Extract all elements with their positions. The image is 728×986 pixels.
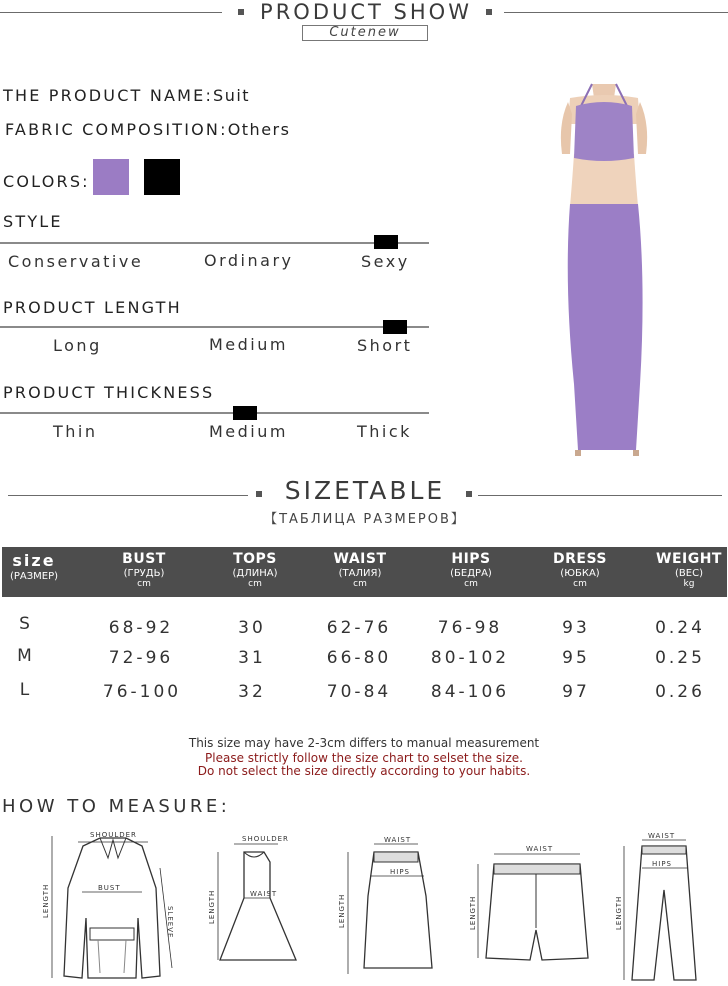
page-title: PRODUCT SHOW — [260, 0, 472, 24]
row-s-dress: 93 — [562, 618, 590, 638]
fabric-row — [5, 120, 290, 139]
row-m-waist: 66-80 — [326, 648, 392, 668]
col-bust-ru: (ГРУДЬ) — [123, 568, 165, 579]
shorts-waist-label: WAIST — [526, 845, 554, 853]
pants-hips-label: HIPS — [652, 860, 672, 868]
col-hips-unit: cm — [464, 579, 478, 589]
warning-note-2: Do not select the size directly according to your habits. — [197, 764, 531, 778]
header-square-right — [486, 9, 492, 15]
crop-top — [574, 102, 634, 161]
jacket-shoulder-label: SHOULDER — [90, 831, 137, 839]
thickness-option-thin: Thin — [53, 422, 98, 441]
col-hips-main: HIPS — [451, 551, 491, 567]
product-name-label: THE PRODUCT NAME: — [3, 86, 214, 105]
jacket-length-label: LENGTH — [42, 883, 50, 918]
style-scale-label: STYLE — [3, 212, 63, 231]
col-bust — [107, 547, 181, 589]
jacket-sleeve-label: SLEEVE — [166, 906, 174, 939]
header-rule-right — [504, 12, 728, 13]
row-s-hips: 76-98 — [437, 618, 503, 638]
col-tops-unit: cm — [248, 579, 262, 589]
header-square-left — [238, 9, 244, 15]
col-dress-unit: cm — [573, 579, 587, 589]
row-m-bust: 72-96 — [108, 648, 174, 668]
length-option-medium: Medium — [209, 335, 288, 354]
col-tops-ru: (ДЛИНА) — [232, 568, 278, 579]
row-l-dress: 97 — [562, 682, 590, 702]
how-to-measure-title: HOW TO MEASURE: — [2, 796, 231, 817]
col-dress-ru: (ЮБКА) — [560, 568, 600, 579]
skirt-waist-label: WAIST — [384, 836, 412, 844]
row-s-tops: 30 — [238, 618, 266, 638]
row-m-weight: 0.25 — [655, 648, 705, 668]
length-scale-marker — [383, 320, 407, 334]
col-hips-ru: (БЕДРА) — [450, 568, 492, 579]
row-l-weight: 0.26 — [655, 682, 705, 702]
col-tops-main: TOPS — [233, 551, 277, 567]
length-option-short: Short — [357, 336, 413, 355]
sizetable-square-right — [466, 491, 472, 497]
length-option-long: Long — [53, 336, 102, 355]
row-m-dress: 95 — [562, 648, 590, 668]
pencil-skirt-diagram — [334, 836, 444, 982]
col-dress-main: DRESS — [552, 551, 607, 567]
col-waist — [323, 547, 397, 589]
col-weight-main: WEIGHT — [656, 551, 722, 567]
col-weight — [652, 547, 726, 589]
dress-diagram — [204, 832, 304, 982]
row-s-weight: 0.24 — [655, 618, 705, 638]
style-option-ordinary: Ordinary — [204, 251, 294, 270]
row-m-hips: 80-102 — [430, 648, 510, 668]
col-waist-main: WAIST — [333, 551, 387, 567]
dress-waist-label: WAIST — [250, 890, 278, 898]
col-weight-ru: (BEC) — [675, 568, 703, 579]
product-name-row — [3, 86, 250, 105]
thickness-option-thick: Thick — [357, 422, 412, 441]
length-scale-label: PRODUCT LENGTH — [3, 298, 182, 317]
color-swatch-black[interactable] — [144, 159, 180, 195]
pants-waist-label: WAIST — [648, 832, 676, 840]
style-scale-track — [0, 242, 429, 244]
row-l-tops: 32 — [238, 682, 266, 702]
row-l-bust: 76-100 — [102, 682, 182, 702]
row-m-tops: 31 — [238, 648, 266, 668]
col-weight-unit: kg — [683, 579, 695, 589]
warning-note-1: Please strictly follow the size chart to selset the size. — [205, 751, 523, 765]
dress-shoulder-label: SHOULDER — [242, 835, 289, 843]
header-rule-left — [0, 12, 222, 13]
product-name-value: Suit — [213, 86, 251, 105]
col-bust-unit: cm — [137, 579, 151, 589]
row-m-size: M — [17, 646, 35, 666]
row-l-hips: 84-106 — [430, 682, 510, 702]
length-scale-track — [0, 326, 429, 328]
jacket-diagram — [38, 828, 188, 983]
col-dress — [543, 547, 617, 589]
shorts-diagram — [470, 840, 602, 970]
col-size-ru: (РАЗМЕР) — [9, 571, 59, 582]
color-swatch-purple[interactable] — [93, 159, 129, 195]
shorts-length-label: LENGTH — [469, 895, 477, 930]
dress-length-label: LENGTH — [208, 889, 216, 924]
jacket-bust-label: BUST — [98, 884, 121, 892]
col-waist-unit: cm — [353, 579, 367, 589]
thickness-scale-marker — [233, 406, 257, 420]
measurement-note: This size may have 2-3cm differs to manual measurement — [188, 736, 540, 750]
sizetable-title: SIZETABLE — [284, 476, 446, 505]
brand-box: Cutenew — [302, 25, 428, 41]
pants-diagram — [614, 830, 714, 986]
thickness-scale-track — [0, 412, 429, 414]
row-s-waist: 62-76 — [326, 618, 392, 638]
thickness-scale-label: PRODUCT THICKNESS — [3, 383, 215, 402]
style-option-sexy: Sexy — [361, 252, 410, 271]
sizetable-subtitle: 【ТАБЛИЦА РАЗМЕРОВ】 — [264, 512, 466, 527]
style-option-conservative: Conservative — [8, 252, 144, 271]
sizetable-rule-right — [478, 495, 722, 496]
col-waist-ru: (ТАЛИЯ) — [338, 568, 382, 579]
sizetable-rule-left — [8, 495, 248, 496]
midi-skirt — [568, 204, 643, 450]
size-table-header — [2, 547, 727, 597]
col-size-main: size — [12, 551, 56, 570]
row-s-bust: 68-92 — [108, 618, 174, 638]
row-l-size: L — [19, 680, 33, 700]
col-tops — [218, 547, 292, 589]
model-photo — [548, 84, 660, 456]
skirt-hips-label: HIPS — [390, 868, 410, 876]
pants-length-label: LENGTH — [615, 895, 623, 930]
fabric-label: FABRIC COMPOSITION: — [5, 120, 228, 139]
row-l-waist: 70-84 — [326, 682, 392, 702]
skirt-length-label: LENGTH — [338, 893, 346, 928]
col-bust-main: BUST — [122, 551, 166, 567]
fabric-value: Others — [227, 120, 291, 139]
row-s-size: S — [19, 614, 33, 634]
col-size — [2, 547, 66, 582]
colors-label: COLORS: — [3, 172, 90, 191]
col-hips — [434, 547, 508, 589]
style-scale-marker — [374, 235, 398, 249]
thickness-option-medium: Medium — [209, 422, 288, 441]
